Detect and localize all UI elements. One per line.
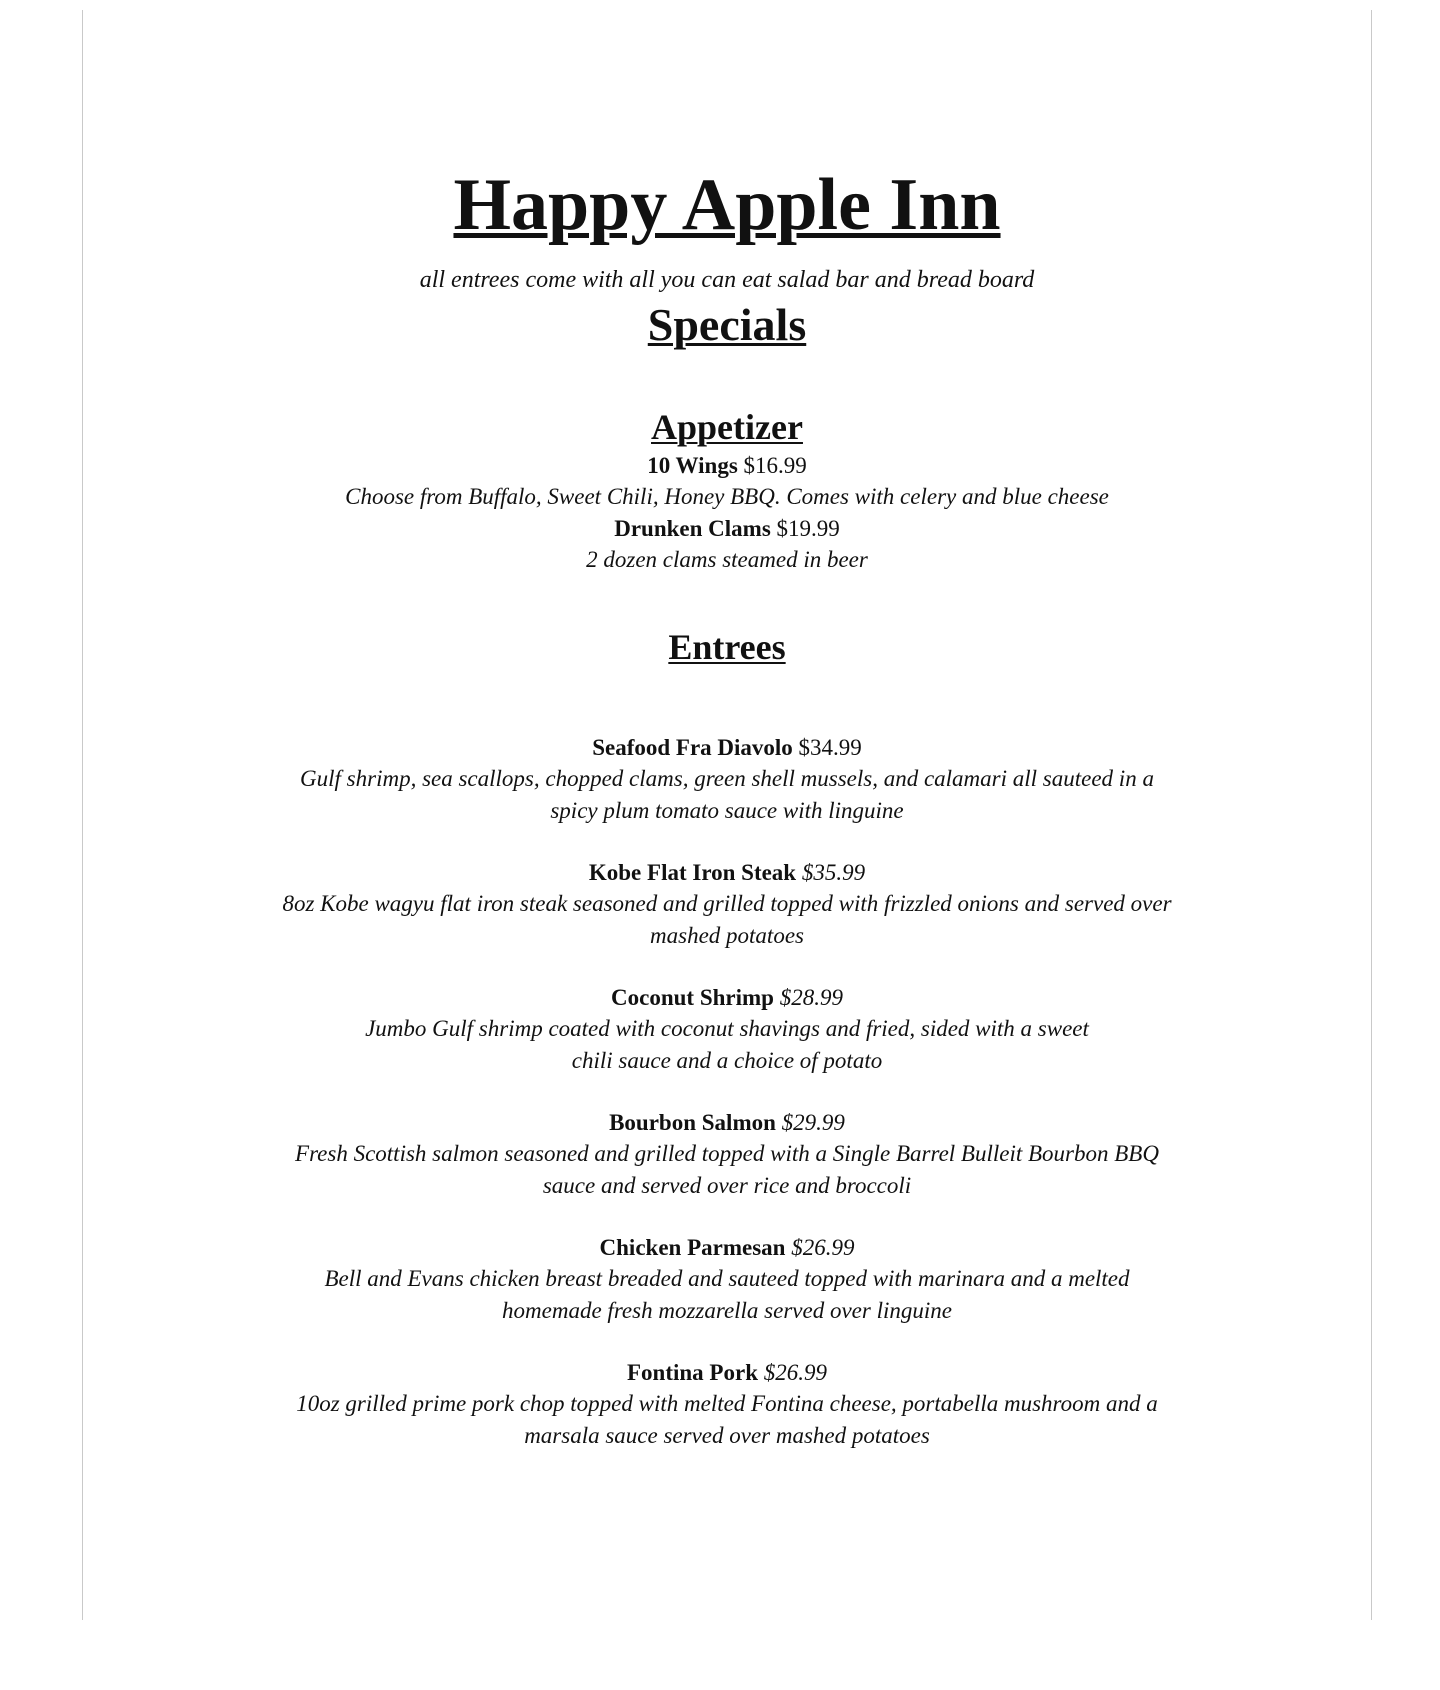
item-price: $35.99: [801, 860, 866, 885]
entree-item: [233, 982, 1221, 1077]
item-description: 2 dozen clams steamed in beer: [586, 547, 868, 572]
item-description-line-1: Bell and Evans chicken breast breaded and sauteed topped with marinara and a melted: [324, 1266, 1130, 1291]
appetizer-list: [233, 450, 1221, 576]
item-description-line-2: spicy plum tomato sauce with linguine: [550, 798, 904, 823]
entree-title-line: [223, 857, 1231, 888]
appetizer-item: [233, 513, 1221, 544]
item-name: Fontina Pork: [627, 1360, 758, 1385]
item-description-line-1: 10oz grilled prime pork chop topped with melted Fontina cheese, portabella mushroom and a: [296, 1391, 1158, 1416]
item-description-line-1: 8oz Kobe wagyu flat iron steak seasoned and grilled topped with frizzled onions and served over: [282, 891, 1172, 916]
specials-heading: Specials: [647, 299, 807, 350]
item-description-line-1: Jumbo Gulf shrimp coated with coconut shavings and fried, sided with a sweet: [365, 1016, 1089, 1041]
entree-item: [233, 732, 1221, 827]
entree-title-line: [233, 982, 1221, 1013]
item-description-line-2: homemade fresh mozzarella served over linguine: [502, 1298, 952, 1323]
item-description-line-2: mashed potatoes: [650, 923, 804, 948]
item-price: $26.99: [763, 1360, 827, 1385]
item-name: Drunken Clams: [614, 516, 771, 541]
item-price: $26.99: [791, 1235, 855, 1260]
entree-item: [233, 1232, 1221, 1327]
item-price: $28.99: [779, 985, 843, 1010]
item-name: 10 Wings: [647, 453, 738, 478]
menu-tagline: all entrees come with all you can eat salad bar and bread board: [419, 267, 1035, 293]
item-description-line-2: sauce and served over rice and broccoli: [542, 1173, 912, 1198]
item-name: Seafood Fra Diavolo: [592, 735, 793, 760]
item-name: Kobe Flat Iron Steak: [588, 860, 797, 885]
item-name: Bourbon Salmon: [609, 1110, 776, 1135]
entree-item: [223, 857, 1231, 952]
item-name: Coconut Shrimp: [611, 985, 774, 1010]
entree-title-line: [233, 1357, 1221, 1388]
item-name: Chicken Parmesan: [599, 1235, 786, 1260]
item-price: $29.99: [781, 1110, 845, 1135]
entree-item: [233, 1357, 1221, 1452]
item-description-line-2: marsala sauce served over mashed potatoes: [524, 1423, 930, 1448]
item-description-line-1: Gulf shrimp, sea scallops, chopped clams, green shell mussels, and calamari all sauteed in a: [300, 766, 1154, 791]
item-description-line-2: chili sauce and a choice of potato: [571, 1048, 883, 1073]
entree-title-line: [233, 1107, 1221, 1138]
appetizer-heading: Appetizer: [651, 407, 803, 447]
item-price: $19.99: [776, 516, 840, 541]
menu-page: [82, 10, 1372, 1620]
item-price: $34.99: [798, 735, 862, 760]
entrees-heading: Entrees: [668, 627, 786, 667]
item-price: $16.99: [743, 453, 807, 478]
appetizer-item: [233, 450, 1221, 481]
entree-item: [233, 1107, 1221, 1202]
entree-title-line: [233, 1232, 1221, 1263]
entree-title-line: [233, 732, 1221, 763]
item-description-line-1: Fresh Scottish salmon seasoned and grilled topped with a Single Barrel Bulleit Bourbon BBQ: [295, 1141, 1159, 1166]
restaurant-title: Happy Apple Inn: [453, 164, 1001, 246]
item-description: Choose from Buffalo, Sweet Chili, Honey BBQ. Comes with celery and blue cheese: [345, 484, 1109, 509]
